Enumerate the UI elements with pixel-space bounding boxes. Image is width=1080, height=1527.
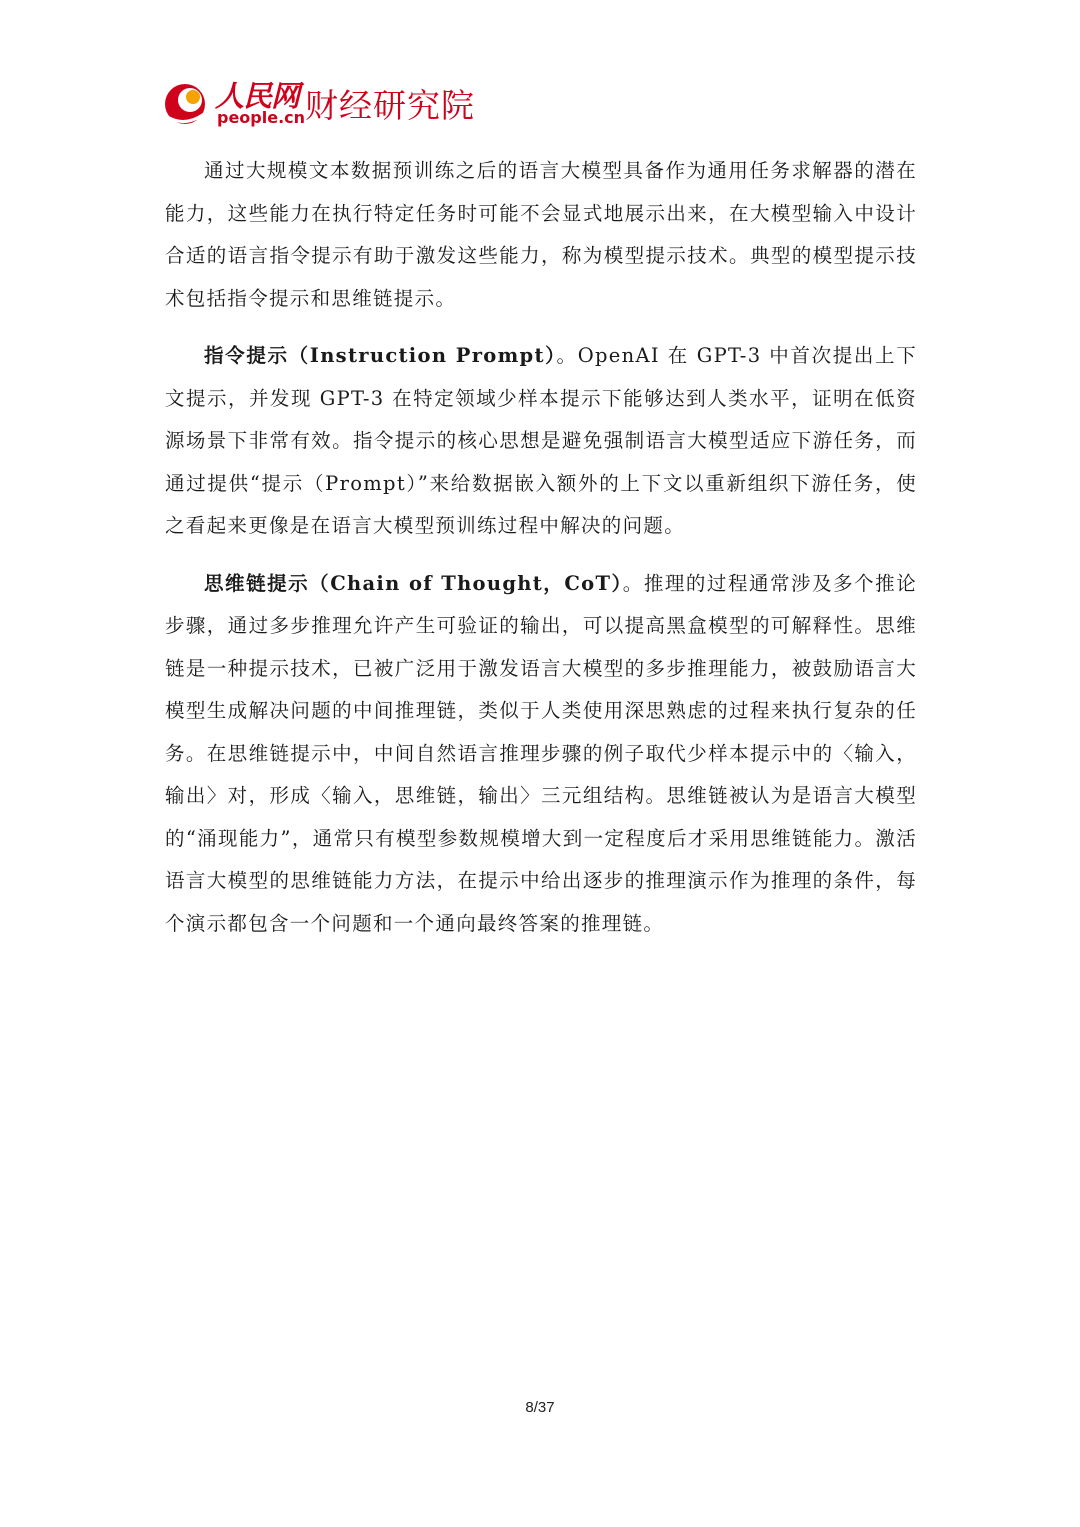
paragraph-chain-of-thought [165, 563, 917, 946]
logo-domain: people.cn [217, 108, 306, 127]
paragraph-intro [165, 150, 917, 320]
paragraph-heading: 思维链提示（Chain of Thought，CoT） [204, 571, 623, 595]
institute-name: 财经研究院 [305, 86, 475, 125]
paragraph-text: 。推理的过程通常涉及多个推论步骤，通过多步推理允许产生可验证的输出，可以提高黑盒模型的可解释性。思维链是一种提示技术，已被广泛用于激发语言大模型的多步推理能力，被鼓励语言大模型生成解决问题的中间推理链，类似于人类使用深思熟虑的过程来执行复杂的任务。在思维链提示中，中间自然语言推理步骤的例子取代少样本提示中的〈输入，输出〉对，形成〈输入，思维链，输出〉三元组结构。思维链被认为是语言大模型的“涌现能力”，通常只有模型参数规模增大到一定程度后才采用思维链能力。激活语言大模型的思维链能力方法，在提示中给出逐步的推理演示作为推理的条件，每个演示都包含一个问题和一个通向最终答案的推理链。 [165, 571, 918, 935]
paragraph-heading: 指令提示（Instruction Prompt） [204, 344, 557, 367]
logo-wordmark: 人民网 [215, 79, 300, 113]
page-number: 8/37 [525, 1399, 555, 1416]
page-header [160, 76, 500, 132]
paragraph-text: 通过大规模文本数据预训练之后的语言大模型具备作为通用任务求解器的潜在能力，这些能力在执行特定任务时可能不会显式地展示出来，在大模型输入中设计合适的语言指令提示有助于激发这些能力，称为模型提示技术。典型的模型提示技术包括指令提示和思维链提示。 [165, 159, 917, 310]
people-daily-logo-icon [160, 78, 214, 126]
paragraph-text: 。OpenAI 在 GPT-3 中首次提出上下文提示，并发现 GPT-3 在特定领域少样本提示下能够达到人类水平，证明在低资源场景下非常有效。指令提示的核心思想是避免强制语言大模型适应下游任务，而通过提供“提示（Prompt）”来给数据嵌入额外的上下文以重新组织下游任务，使之看起来更像是在语言大模型预训练过程中解决的问题。 [165, 344, 917, 537]
paragraph-instruction-prompt [165, 335, 917, 548]
document-body [165, 150, 917, 960]
